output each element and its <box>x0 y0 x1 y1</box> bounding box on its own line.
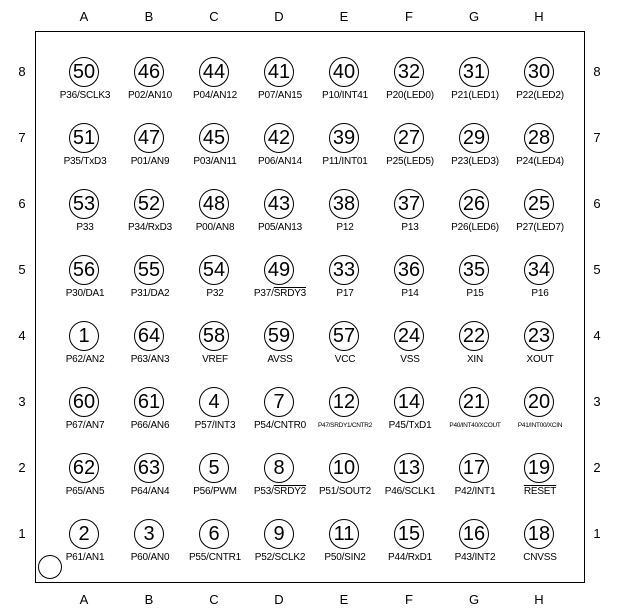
pin-function-text: P64/AN4 <box>130 486 170 497</box>
pin-number: 31 <box>459 57 489 87</box>
pin-function-text: P35/TxD3 <box>63 156 107 167</box>
pin-number: 9 <box>264 519 294 549</box>
pin-number: 1 <box>69 321 99 351</box>
pin-function-text: P67/AN7 <box>65 420 105 431</box>
row-label-right: 8 <box>593 64 601 79</box>
pin-number: 49 <box>264 255 294 285</box>
pin-function-text: XIN <box>466 354 484 365</box>
pin-number: 26 <box>459 189 489 219</box>
pin-number: 28 <box>524 123 554 153</box>
pin-number: 36 <box>394 255 424 285</box>
row-label-right: 1 <box>593 526 601 541</box>
column-label-bottom: G <box>468 592 480 607</box>
pin-function-text: P37/ <box>253 288 274 299</box>
pin-function-text: P36/SCLK3 <box>59 90 111 101</box>
column-label-top: A <box>79 9 89 24</box>
pin-function-text: P02/AN10 <box>128 90 172 101</box>
pin-function-text: P33 <box>76 222 94 233</box>
pin-function-text: P00/AN8 <box>195 222 235 233</box>
pin-function-text: P05/AN13 <box>258 222 302 233</box>
pin-function-text: P47/SRDY1/CNTR2 <box>317 422 373 429</box>
pin-number: 25 <box>524 189 554 219</box>
pin-function-text: P31/DA2 <box>130 288 170 299</box>
pin-function-text: VREF <box>202 354 228 365</box>
pin-number: 3 <box>134 519 164 549</box>
pin-number: 40 <box>329 57 359 87</box>
pin-number: 29 <box>459 123 489 153</box>
pin-function-text: P20(LED0) <box>386 90 434 101</box>
pin-function-text: P65/AN5 <box>65 486 105 497</box>
row-label-left: 4 <box>18 328 26 343</box>
pin-function-text: P60/AN0 <box>130 552 170 563</box>
pin-number: 64 <box>134 321 164 351</box>
pin-number: 57 <box>329 321 359 351</box>
pin-number: 8 <box>264 453 294 483</box>
pin-function-text: P27(LED7) <box>516 222 564 233</box>
pin-number: 11 <box>329 519 359 549</box>
pin-function-text: P50/SIN2 <box>324 552 366 563</box>
pin-number: 19 <box>524 453 554 483</box>
pin-number: 27 <box>394 123 424 153</box>
row-label-right: 2 <box>593 460 601 475</box>
pin-number: 42 <box>264 123 294 153</box>
pin-number: 6 <box>199 519 229 549</box>
pin-function-label <box>497 90 583 101</box>
pin-number: 45 <box>199 123 229 153</box>
column-label-top: C <box>209 9 219 24</box>
column-label-bottom: B <box>144 592 154 607</box>
pin-function-text: P17 <box>336 288 354 299</box>
pin-function-text: P06/AN14 <box>258 156 302 167</box>
column-label-bottom: A <box>79 592 89 607</box>
pin-number: 53 <box>69 189 99 219</box>
pin-function-text: P23(LED3) <box>451 156 499 167</box>
pin-number: 32 <box>394 57 424 87</box>
column-label-top: B <box>144 9 154 24</box>
pin-function-text: P66/AN6 <box>130 420 170 431</box>
row-label-left: 5 <box>18 262 26 277</box>
row-label-right: 6 <box>593 196 601 211</box>
pin-function-label <box>497 354 583 365</box>
pin-number: 18 <box>524 519 554 549</box>
row-label-right: 3 <box>593 394 601 409</box>
row-label-right: 7 <box>593 130 601 145</box>
pin-function-text: P01/AN9 <box>130 156 170 167</box>
pin-number: 24 <box>394 321 424 351</box>
pin-function-label <box>497 156 583 167</box>
column-label-bottom: H <box>534 592 544 607</box>
pin-function-text: P14 <box>401 288 419 299</box>
pin-function-text: P07/AN15 <box>258 90 302 101</box>
pin-function-text: P22(LED2) <box>516 90 564 101</box>
column-label-top: D <box>274 9 284 24</box>
pin-number: 7 <box>264 387 294 417</box>
pin-function-text: P52/SCLK2 <box>254 552 306 563</box>
pin-number: 23 <box>524 321 554 351</box>
pin-function-text: P41/INT00/XCIN <box>517 422 563 429</box>
column-label-top: F <box>405 9 413 24</box>
pin-function-text: P15 <box>466 288 484 299</box>
row-label-left: 3 <box>18 394 26 409</box>
pin-function-text: P61/AN1 <box>65 552 105 563</box>
row-label-left: 2 <box>18 460 26 475</box>
pin-function-label <box>497 486 583 497</box>
pin-function-active-low: SRDY2 <box>273 486 307 497</box>
pin-number: 34 <box>524 255 554 285</box>
row-label-left: 6 <box>18 196 26 211</box>
pin-function-text: P53/ <box>253 486 274 497</box>
pin-function-text: P45/TxD1 <box>388 420 432 431</box>
pin-number: 58 <box>199 321 229 351</box>
pin-function-text: P26(LED6) <box>451 222 499 233</box>
pin-number: 14 <box>394 387 424 417</box>
pin-function-text: P63/AN3 <box>130 354 170 365</box>
row-label-left: 1 <box>18 526 26 541</box>
pin-number: 20 <box>524 387 554 417</box>
pin-function-text: CNVSS <box>523 552 557 563</box>
column-label-bottom: D <box>274 592 284 607</box>
pin-number: 44 <box>199 57 229 87</box>
pin-number: 15 <box>394 519 424 549</box>
pin-function-text: VCC <box>334 354 356 365</box>
pin-number: 21 <box>459 387 489 417</box>
column-label-bottom: C <box>209 592 219 607</box>
pin-number: 10 <box>329 453 359 483</box>
pin-number: 4 <box>199 387 229 417</box>
row-label-left: 8 <box>18 64 26 79</box>
package-outline <box>35 31 585 583</box>
pin-number: 50 <box>69 57 99 87</box>
pin-function-text: P32 <box>206 288 224 299</box>
pin-number: 41 <box>264 57 294 87</box>
pin-function-text: P56/PWM <box>193 486 237 497</box>
pin-function-text: P54/CNTR0 <box>253 420 307 431</box>
pin-number: 63 <box>134 453 164 483</box>
pin-number: 35 <box>459 255 489 285</box>
pin-number: 16 <box>459 519 489 549</box>
pin-number: 54 <box>199 255 229 285</box>
pin-number: 17 <box>459 453 489 483</box>
pin-function-label <box>497 422 583 429</box>
column-label-top: H <box>534 9 544 24</box>
pin-function-text: P10/INT41 <box>321 90 368 101</box>
pin-function-active-low: SRDY3 <box>273 288 307 299</box>
column-label-top: E <box>339 9 349 24</box>
pin-number: 60 <box>69 387 99 417</box>
pin-number: 48 <box>199 189 229 219</box>
pin-function-text: P46/SCLK1 <box>384 486 436 497</box>
pin-number: 56 <box>69 255 99 285</box>
pin-number: 51 <box>69 123 99 153</box>
pin-function-text: AVSS <box>267 354 293 365</box>
pin-number: 39 <box>329 123 359 153</box>
pin-number: 38 <box>329 189 359 219</box>
column-label-bottom: E <box>339 592 349 607</box>
pin-number: 52 <box>134 189 164 219</box>
row-label-right: 5 <box>593 262 601 277</box>
pin-number: 30 <box>524 57 554 87</box>
pin-number: 33 <box>329 255 359 285</box>
pin-number: 55 <box>134 255 164 285</box>
pin-function-text: P55/CNTR1 <box>188 552 242 563</box>
pin-function-text: P13 <box>401 222 419 233</box>
pin-number: 59 <box>264 321 294 351</box>
pin-function-text: P12 <box>336 222 354 233</box>
pin-function-text: P16 <box>531 288 549 299</box>
pin-number: 61 <box>134 387 164 417</box>
pin-function-active-low: RESET <box>523 486 557 497</box>
pin-number: 12 <box>329 387 359 417</box>
pin-function-text: P03/AN11 <box>193 156 237 167</box>
pin-function-text: P30/DA1 <box>65 288 105 299</box>
pin-function-text: XOUT <box>526 354 554 365</box>
pin-function-text: P24(LED4) <box>516 156 564 167</box>
pin-number: 46 <box>134 57 164 87</box>
pin-function-text: P43/INT2 <box>454 552 496 563</box>
column-label-bottom: F <box>405 592 413 607</box>
pin-number: 62 <box>69 453 99 483</box>
pin-number: 47 <box>134 123 164 153</box>
pin-function-text: P40/INT40/XCOUT <box>449 422 501 429</box>
pin-function-label <box>497 552 583 563</box>
pin-function-text: P42/INT1 <box>454 486 496 497</box>
pin-function-text: P04/AN12 <box>193 90 237 101</box>
pin-function-text: P21(LED1) <box>451 90 499 101</box>
pin-number: 43 <box>264 189 294 219</box>
pin-function-text: P57/INT3 <box>194 420 236 431</box>
pin-number: 5 <box>199 453 229 483</box>
pin-function-text: P11/INT01 <box>322 156 368 167</box>
pin-number: 37 <box>394 189 424 219</box>
row-label-left: 7 <box>18 130 26 145</box>
pin-number: 2 <box>69 519 99 549</box>
pin-function-text: P44/RxD1 <box>388 552 432 563</box>
pin-function-text: P34/RxD3 <box>128 222 172 233</box>
row-label-right: 4 <box>593 328 601 343</box>
pin-number: 13 <box>394 453 424 483</box>
column-label-top: G <box>468 9 480 24</box>
pin-function-text: P62/AN2 <box>65 354 105 365</box>
pin-function-text: P25(LED5) <box>386 156 434 167</box>
pin-function-label <box>497 288 583 299</box>
pin-function-label <box>497 222 583 233</box>
pin-function-text: VSS <box>400 354 420 365</box>
pin-number: 22 <box>459 321 489 351</box>
pin-function-text: P51/SOUT2 <box>318 486 372 497</box>
